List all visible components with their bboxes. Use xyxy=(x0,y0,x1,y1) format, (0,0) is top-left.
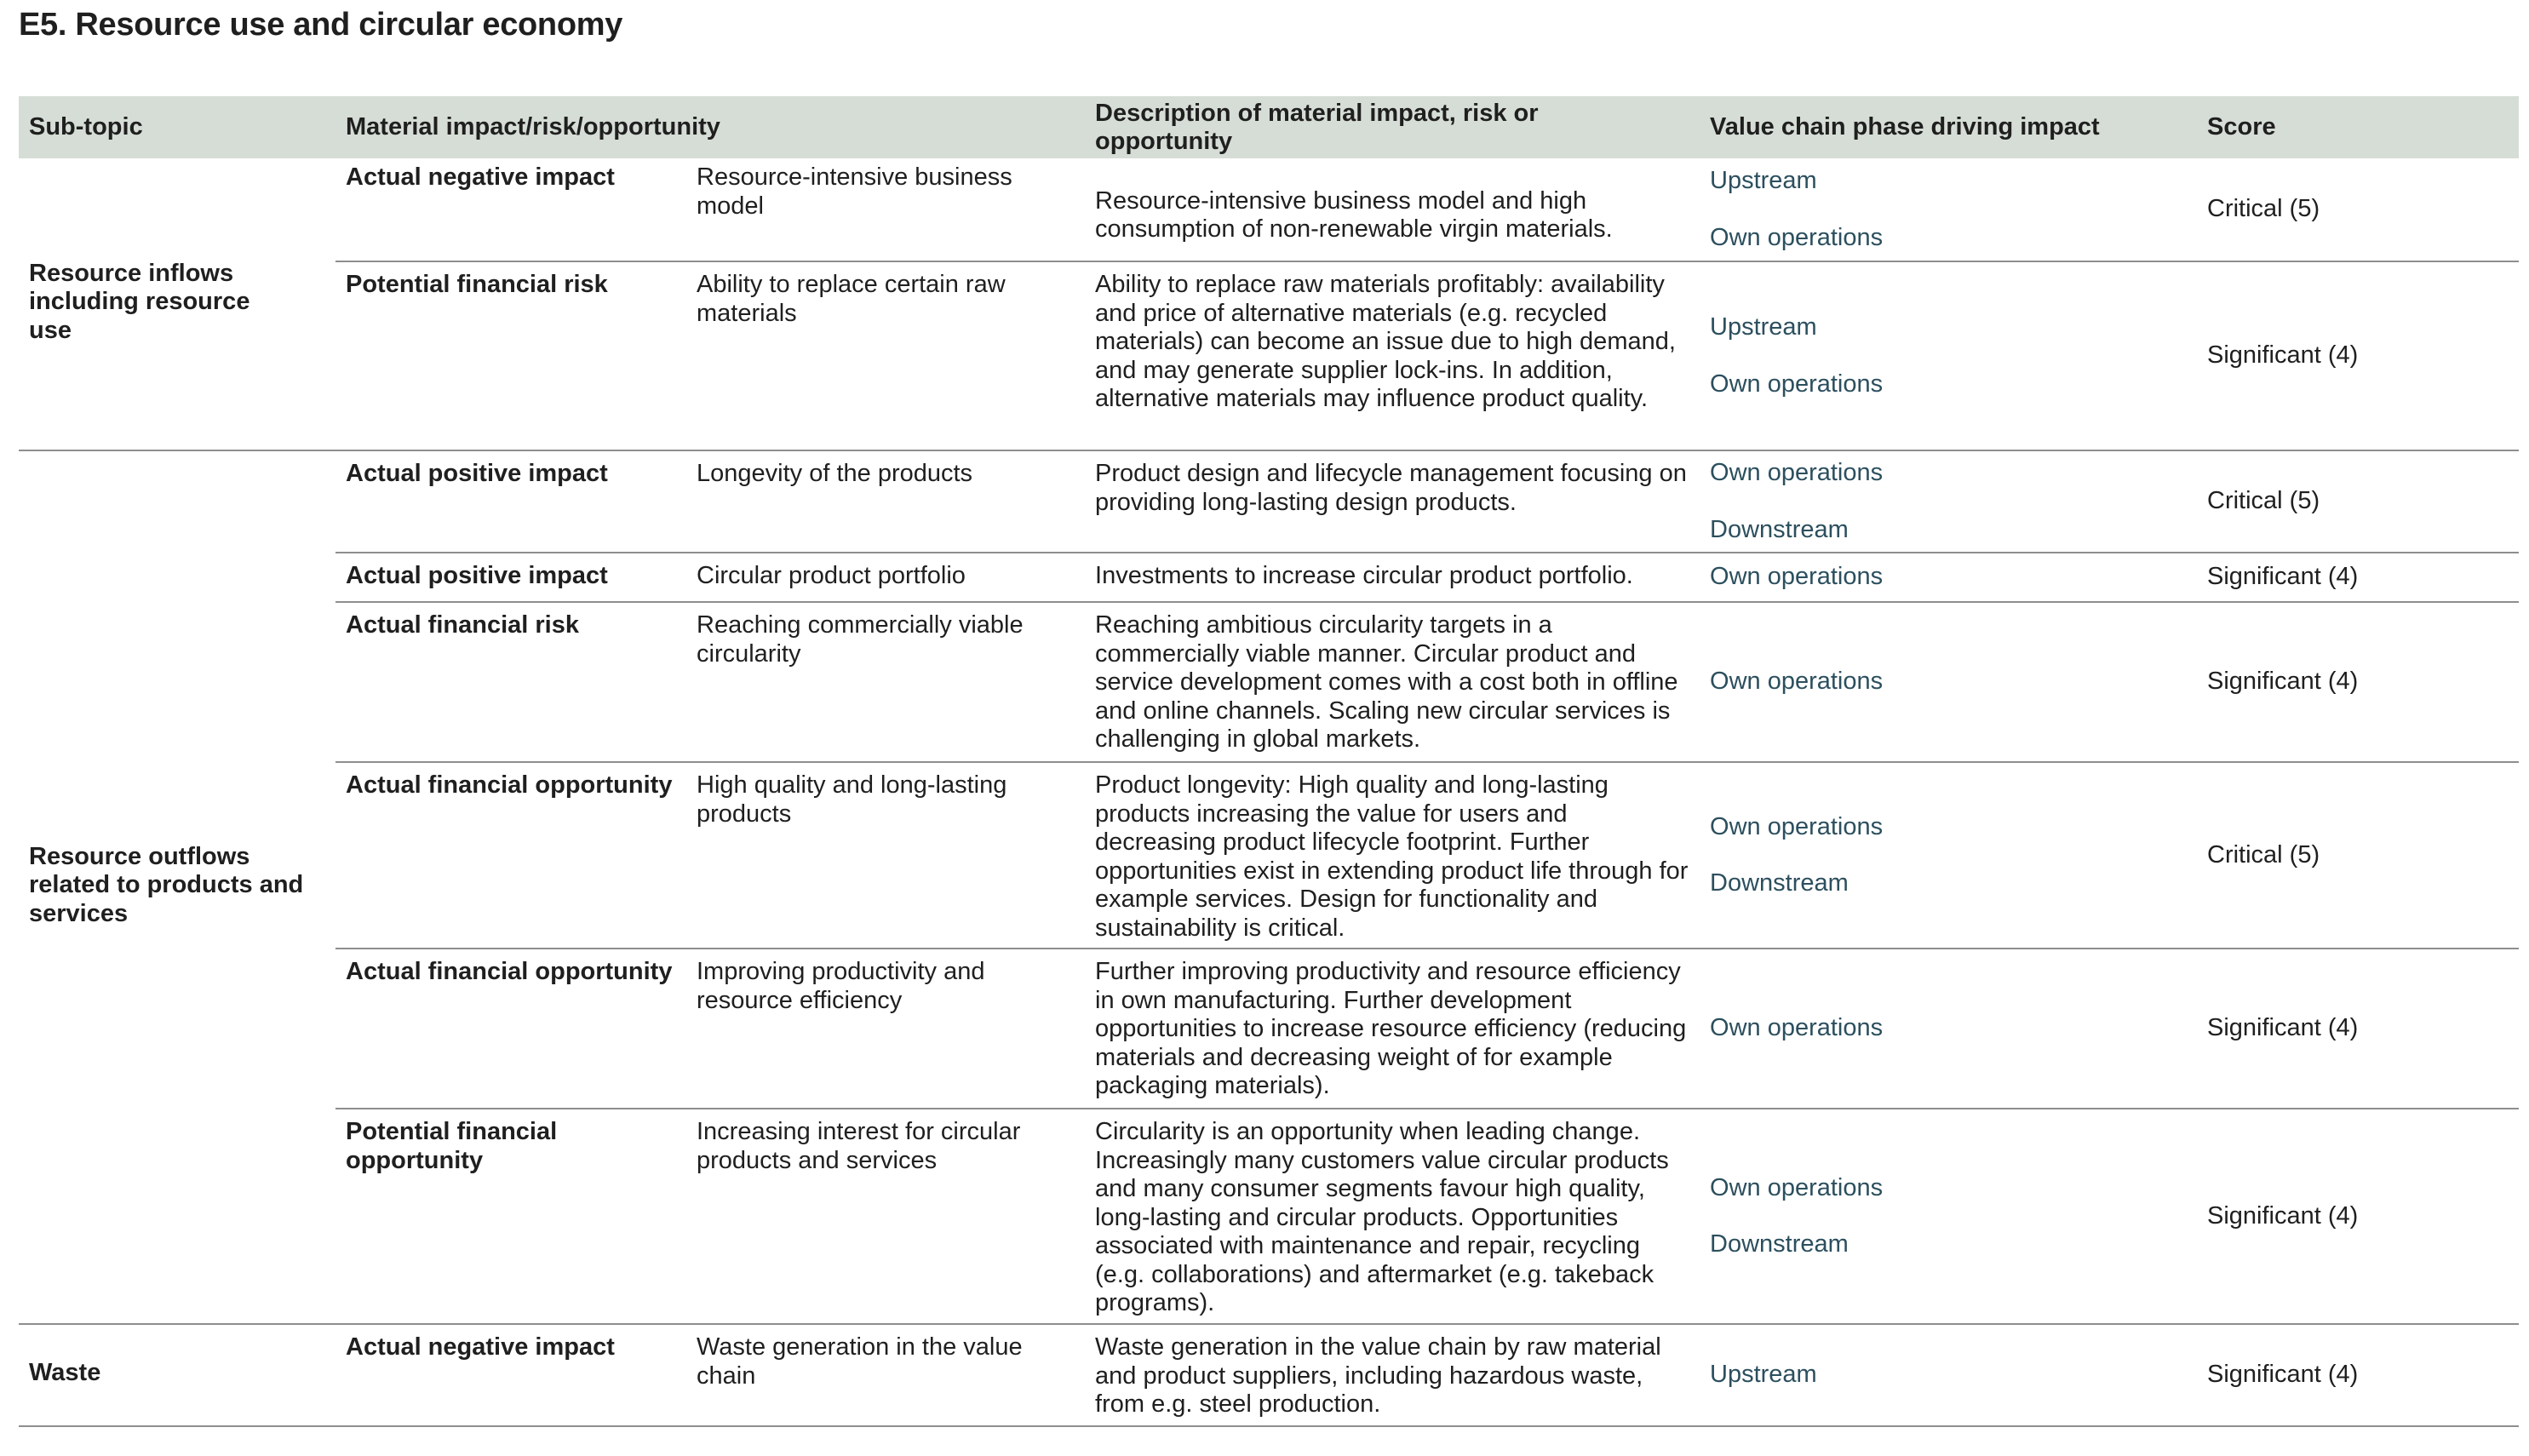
value-chain-phase: Upstream xyxy=(1710,313,1817,341)
impact-type: Actual positive impact xyxy=(346,460,608,487)
impact-type: Actual financial opportunity xyxy=(346,771,673,799)
score-cell: Significant (4) xyxy=(2207,668,2359,696)
table-header-row xyxy=(19,96,2519,158)
value-chain-phase: Upstream xyxy=(1710,1361,1817,1389)
impact-description: Waste generation in the value chain by raw material and product suppliers, including hazardous waste, from e.g. steel production. xyxy=(1095,1333,1661,1418)
impact-description: Resource-intensive business model and high consumption of non-renewable virgin materials. xyxy=(1095,186,1613,243)
table-row xyxy=(19,553,2519,602)
impact-name: Ability to replace certain raw materials xyxy=(697,271,1006,327)
value-chain-phase: Own operations xyxy=(1710,563,1884,591)
value-chain-cell xyxy=(1700,158,2197,261)
table-row xyxy=(19,949,2519,1109)
value-chain-phase: Downstream xyxy=(1710,1230,1849,1258)
score-cell: Significant (4) xyxy=(2207,341,2359,370)
value-chain-phase: Own operations xyxy=(1710,223,1884,251)
impact-type: Actual negative impact xyxy=(346,1333,615,1361)
impact-type: Actual financial risk xyxy=(346,611,579,639)
impact-name: Circular product portfolio xyxy=(697,562,966,589)
value-chain-phase: Own operations xyxy=(1710,812,1884,840)
impact-name: Reaching commercially viable circularity xyxy=(697,611,1024,668)
value-chain-phase: Downstream xyxy=(1710,869,1849,897)
value-chain-phase: Own operations xyxy=(1710,1173,1884,1201)
impact-type: Actual financial opportunity xyxy=(346,958,673,985)
impact-type: Potential financial opportunity xyxy=(346,1118,558,1174)
impact-name: Waste generation in the value chain xyxy=(697,1333,1023,1390)
impact-type: Actual negative impact xyxy=(346,163,615,191)
score-cell: Critical (5) xyxy=(2207,840,2320,868)
table-row xyxy=(19,261,2519,450)
impact-description: Product longevity: High quality and long-lasting products increasing the value for users and decreasing product lifecycle footprint. Further opportunities exist in extending product life through for example services. Design for functionality and sustainability is critical. xyxy=(1095,771,1689,942)
header-description: Description of material impact, risk or opportunity xyxy=(1095,99,1539,155)
value-chain-cell xyxy=(1700,1109,2197,1324)
subtopic-cell: Resource outflows related to products and services xyxy=(19,450,335,1324)
table-row xyxy=(19,762,2519,949)
score-cell: Critical (5) xyxy=(2207,195,2320,223)
page-title: E5. Resource use and circular economy xyxy=(19,7,623,43)
table-row xyxy=(19,602,2519,762)
score-cell: Significant (4) xyxy=(2207,1361,2359,1389)
impact-name: Resource-intensive business model xyxy=(697,163,1012,220)
impact-description: Product design and lifecycle management focusing on providing long-lasting design products. xyxy=(1095,460,1687,516)
value-chain-cell xyxy=(1700,949,2197,1109)
header-value-chain: Value chain phase driving impact xyxy=(1710,113,2100,140)
value-chain-phase: Own operations xyxy=(1710,668,1884,696)
table-row xyxy=(19,450,2519,553)
impact-name: Longevity of the products xyxy=(697,460,973,487)
value-chain-cell xyxy=(1700,762,2197,949)
value-chain-phase: Upstream xyxy=(1710,167,1817,194)
table-row xyxy=(19,1324,2519,1426)
value-chain-cell xyxy=(1700,602,2197,762)
impact-name: Increasing interest for circular products and services xyxy=(697,1118,1021,1174)
table-row xyxy=(19,158,2519,261)
impact-name: High quality and long-lasting products xyxy=(697,771,1007,828)
score-cell: Significant (4) xyxy=(2207,563,2359,591)
value-chain-phase: Downstream xyxy=(1710,515,1849,543)
header-score: Score xyxy=(2207,113,2276,140)
value-chain-cell xyxy=(1700,1324,2197,1426)
subtopic-cell: Waste xyxy=(29,1359,101,1387)
impact-description: Circularity is an opportunity when leading change. Increasingly many customers value circular products and many consumer segments favour high quality, long-lasting and circular products. Opportunities associated with maintenance and repair, recycling (e.g. collaborations) and aftermarket (e.g. takeback programs). xyxy=(1095,1118,1669,1316)
value-chain-cell xyxy=(1700,261,2197,450)
table-row xyxy=(19,1109,2519,1324)
impact-type: Actual positive impact xyxy=(346,562,608,589)
value-chain-phase: Own operations xyxy=(1710,370,1884,398)
impact-description: Investments to increase circular product portfolio. xyxy=(1095,562,1633,589)
materiality-table xyxy=(19,96,2519,1427)
score-cell: Significant (4) xyxy=(2207,1014,2359,1042)
value-chain-cell xyxy=(1700,553,2197,602)
value-chain-cell xyxy=(1700,450,2197,553)
header-subtopic: Sub-topic xyxy=(29,113,143,140)
subtopic-cell: Resource inflows including resource use xyxy=(19,158,335,450)
impact-name: Improving productivity and resource efficiency xyxy=(697,958,985,1014)
score-cell: Critical (5) xyxy=(2207,487,2320,515)
impact-description: Ability to replace raw materials profitably: availability and price of alternative materials (e.g. recycled materials) can become an issue due to high demand, and may generate supplier lock-ins. In addition, alternative materials may influence product quality. xyxy=(1095,271,1676,412)
impact-description: Further improving productivity and resource efficiency in own manufacturing. Further development opportunities to increase resource efficiency (reducing materials and decreasing weight of for example packaging materials). xyxy=(1095,958,1687,1099)
score-cell: Significant (4) xyxy=(2207,1201,2359,1230)
impact-type: Potential financial risk xyxy=(346,271,608,298)
impact-description: Reaching ambitious circularity targets in a commercially viable manner. Circular product and service development comes with a cost both in offline and online channels. Scaling new circular services is challenging in global markets. xyxy=(1095,611,1678,753)
value-chain-phase: Own operations xyxy=(1710,459,1884,486)
header-material: Material impact/risk/opportunity xyxy=(346,113,720,140)
value-chain-phase: Own operations xyxy=(1710,1014,1884,1042)
